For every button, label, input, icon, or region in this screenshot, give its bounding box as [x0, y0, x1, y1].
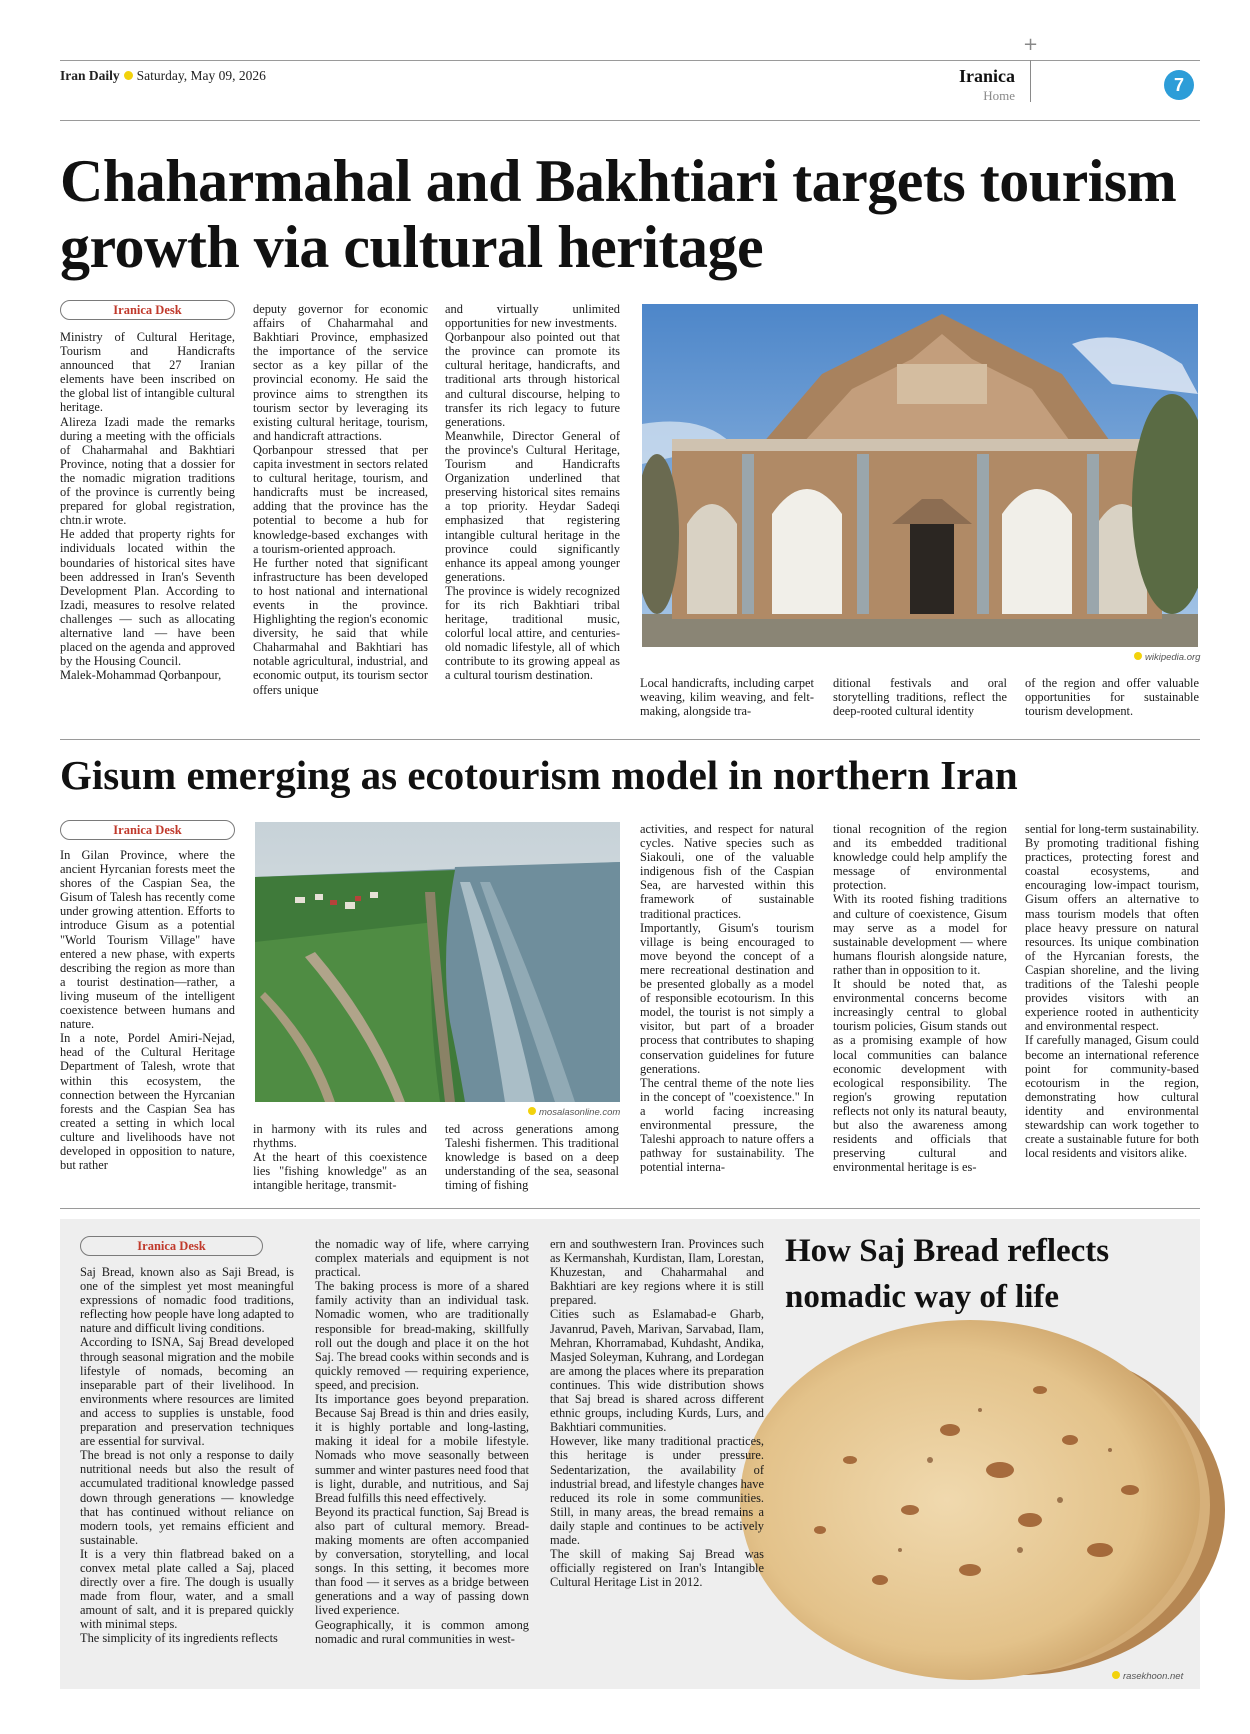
dot-icon: [124, 71, 133, 80]
dot-icon: [1112, 1671, 1120, 1679]
credit-text: wikipedia.org: [1145, 652, 1201, 663]
paragraph: and virtually unlimited opportunities for new investments.: [445, 302, 620, 331]
article3-photo-credit: [1112, 1671, 1183, 1682]
paragraph: Saj Bread, known also as Saji Bread, is one of the simplest yet most meaningful expressions of nomadic food traditions, reflecting how people have long adapted to nature and difficult living conditions.: [80, 1265, 295, 1336]
article2-col3: [445, 1122, 619, 1192]
article1-desk: Iranica Desk: [60, 300, 235, 320]
paragraph: Local handicrafts, including carpet weaving, kilim weaving, and felt-making, alongside tra-: [640, 676, 814, 719]
paragraph: ted across generations among Taleshi fishermen. This traditional knowledge is based on a deep understanding of the sea, seasonal timing of fishing: [445, 1122, 619, 1193]
paragraph: Ministry of Cultural Heritage, Tourism and Handicrafts announced that 27 Iranian elements have been inscribed on the global list of intangible cultural heritage.: [60, 330, 235, 415]
paragraph: The central theme of the note lies in the concept of "coexistence." In a world facing increasing environmental pressure, the Taleshi approach to nature offers a pathway for sustainability. The potential interna-: [640, 1075, 814, 1175]
article3-headline: How Saj Bread reflects nomadic way of life: [785, 1233, 1110, 1315]
paragraph: Qorbanpour stressed that per capita investment in sectors related to cultural heritage, tourism, and handicrafts must be increased, adding that the province has the potential to become a hub for knowledge-based exchanges with a tourism-oriented approach.: [253, 442, 428, 556]
masthead: [60, 68, 266, 84]
paragraph: ern and southwestern Iran. Provinces such as Kermanshah, Kurdistan, Ilam, Lorestan, Khuzestan, and Chaharmahal and Bakhtiari are key regions where it is still prepared.: [550, 1237, 764, 1308]
paragraph: It is a very thin flatbread baked on a convex metal plate called a Saj, placed directly over a fire. The dough is usually made from flour, water, and a small amount of salt, and it is prepared quickly with minimal steps.: [80, 1546, 294, 1632]
header-rule: [60, 120, 1200, 121]
paragraph: Malek-Mohammad Qorbanpour,: [60, 668, 222, 683]
paragraph: At the heart of this coexistence lies "fishing knowledge" as an intangible heritage, transmit-: [253, 1150, 427, 1193]
section-sub: Home: [983, 88, 1015, 103]
section-rule: [60, 1208, 1200, 1209]
paragraph: tional recognition of the region and its embedded traditional knowledge could help amplify the message of environmental protection.: [833, 822, 1007, 893]
article1-col2: [253, 302, 428, 697]
paragraph: He added that property rights for individuals located within the boundaries of historical sites have been addressed in Iran's Seventh Development Plan. According to Izadi, measures to resolve related challenges — such as allocating alternative land — have been placed on the agenda and approved by the Housing Council.: [60, 527, 235, 669]
paragraph: in harmony with its rules and rhythms.: [253, 1122, 427, 1151]
article3-col2: [315, 1237, 529, 1646]
article2-col2: [253, 1122, 427, 1192]
article3-col3: [550, 1237, 764, 1589]
paragraph: sential for long-term sustainability. By promoting traditional fishing practices, protecting forest and coastal ecosystems, and encouraging low-impact tourism, Gisum offers an alternative to mass tourism models that often place heavy pressure on natural resources. Its unique combination of the Hyrcanian forests, the Caspian shoreline, and the living traditions of the Taleshi people provides visitors with an experience rooted in authenticity and environmental respect.: [1025, 822, 1199, 1034]
paragraph: The simplicity of its ingredients reflects: [80, 1631, 278, 1646]
issue-date: Saturday, May 09, 2026: [136, 68, 266, 83]
credit-text: mosalasonline.com: [539, 1107, 621, 1118]
paragraph: Cities such as Eslamabad-e Gharb, Javanrud, Paveh, Marivan, Sarvabad, Ilam, Mehran, Khorramabad, Kuhdasht, Andika, Masjed Soleyman, Kuhrang, and Lordegan are among the places where its preparation continues. This wide distribution shows that Saj bread is shared across different ethnic groups, including Kurds, Lurs, and Bakhtiari communities.: [550, 1307, 764, 1435]
paragraph: In Gilan Province, where the ancient Hyrcanian forests meet the shores of the Caspian Sea, the Gisum of Talesh has recently come under growing attention. Efforts to introduce Gisum as a potential "World Tourism Village" have entered a new phase, with experts describing the region as more than a tourist destination—rather, a living museum of the intelligent coexistence between humans and nature.: [60, 848, 235, 1032]
paragraph: The bread is not only a response to daily nutritional needs but also the result of accumulated traditional knowledge passed down through generations — knowledge that has continued without reliance on modern tools, yet remains efficient and sustainable.: [80, 1448, 294, 1547]
article2-col1: [60, 848, 235, 1172]
credit-text: rasekhoon.net: [1123, 1671, 1184, 1682]
paragraph: According to ISNA, Saj Bread developed through seasonal migration and the mobile lifestyle of nomads, becoming an inseparable part of their livelihood. In environments where resources are limited and access to supplies is unstable, food preparation and preservation techniques are essential for survival.: [80, 1335, 294, 1449]
article2-col5: [833, 822, 1007, 1174]
paragraph: Alireza Izadi made the remarks during a meeting with the officials of Chaharmahal and Bakhtiari Province, noting that a dossier for the nomadic migration traditions of the province is currently being prepared for global registration, chtn.ir wrote.: [60, 414, 235, 528]
paragraph: activities, and respect for natural cycles. Native species such as Siakouli, one of the valuable indigenous fish of the Caspian Sea, are harvested within this framework of sustainable traditional practices.: [640, 822, 814, 921]
paragraph: of the region and offer valuable opportunities for sustainable tourism development.: [1025, 676, 1199, 719]
section-rule: [60, 739, 1200, 740]
pavilion-photo: [642, 304, 1198, 647]
paragraph: Geographically, it is common among nomadic and rural communities in west-: [315, 1617, 529, 1646]
top-rule: [60, 60, 1200, 61]
paragraph: The skill of making Saj Bread was officially registered on Iran's Intangible Cultural Heritage List in 2012.: [550, 1547, 764, 1590]
paragraph: With its rooted fishing traditions and culture of coexistence, Gisum may serve as a model for sustainable development — where humans flourish alongside nature, rather than in opposition to it.: [833, 892, 1007, 977]
section-name: Iranica: [959, 66, 1015, 86]
article2-desk: Iranica Desk: [60, 820, 235, 840]
paragraph: In a note, Pordel Amiri-Nejad, head of the Cultural Heritage Department of Talesh, wrote that within this ecosystem, the connection between the Hyrcanian forests and the Caspian Sea has created a setting in which local culture and livelihoods have not developed in opposition to nature, but rather: [60, 1031, 235, 1173]
paragraph: the nomadic way of life, where carrying complex materials and equipment is not practical.: [315, 1237, 529, 1280]
article1-photo-credit: [1134, 652, 1200, 663]
header-divider: [1030, 60, 1031, 102]
coast-photo: [255, 822, 620, 1102]
dot-icon: [528, 1107, 536, 1115]
paragraph: Qorbanpour also pointed out that the province can promote its cultural heritage, handicrafts, and traditional arts through historical and cultural discourse, helping to transfer its rich legacy to future generations.: [445, 330, 620, 429]
paragraph: If carefully managed, Gisum could become an international reference point for community-based ecotourism in the region, demonstrating how cultural identity and environmental stewardship can work together to create a sustainable future for both local residents and visitors alike.: [1025, 1033, 1199, 1161]
article1-col5: [833, 676, 1007, 718]
article1-col4: [640, 676, 814, 718]
article1-col1: [60, 330, 235, 682]
page-number: 7: [1164, 70, 1194, 100]
paragraph: Beyond its practical function, Saj Bread is also part of cultural memory. Bread-making moments are often accompanied by conversation, storytelling, and local songs. In this setting, it becomes more than food — it serves as a bridge between generations and a way of passing down lived experience.: [315, 1504, 529, 1618]
paragraph: ditional festivals and oral storytelling traditions, reflect the deep-rooted cultural identity: [833, 676, 1007, 719]
paragraph: Its importance goes beyond preparation. Because Saj Bread is thin and dries easily, it is highly portable and long-lasting, making it ideal for a mobile lifestyle. Nomads who move seasonally between summer and winter pastures need food that is light, durable, and nutritious, and Saj Bread fulfills this need effectively.: [315, 1392, 529, 1505]
paragraph: However, like many traditional practices, this heritage is under pressure. Sedentarization, the availability of industrial bread, and lifestyle changes have reduced its role in some communities. Still, in many areas, the bread remains a daily staple and continues to be actively made.: [550, 1434, 765, 1547]
article1-col3: [445, 302, 620, 683]
article2-headline: Gisum emerging as ecotourism model in northern Iran: [60, 752, 1018, 798]
paragraph: It should be noted that, as environmental concerns become increasingly central to global tourism policies, Gisum stands out as a promising example of how local communities can balance economic development with ecological responsibility. The region's growing reputation reflects not only its natural beauty, but also the awareness among residents and officials that preserving cultural and environmental heritage is es-: [833, 977, 1007, 1175]
article3-col1: [80, 1265, 294, 1646]
article2-col6: [1025, 822, 1199, 1160]
paragraph: deputy governor for economic affairs of Chaharmahal and Bakhtiari Province, emphasized the importance of the service sector as a key pillar of the provincial economy. He said the province aims to strengthen its tourism sector by leveraging its existing cultural heritage, tourism, and handicraft attractions.: [253, 302, 428, 443]
article2-col4: [640, 822, 814, 1174]
paragraph: The province is widely recognized for its rich Bakhtiari tribal heritage, traditional music, colorful local attire, and centuries-old nomadic lifestyle, all of which contribute to its growing appeal as a cultural tourism destination.: [445, 583, 620, 683]
saj-bread-photo: [700, 1310, 1235, 1690]
article2-photo-credit: [528, 1107, 620, 1118]
paragraph: He further noted that significant infrastructure has been developed to host national and international events in the province. Highlighting the region's economic diversity, he said that while Chaharmahal and Bakhtiari has notable agricultural, industrial, and economic output, its tourism sector offers unique: [253, 555, 428, 697]
paragraph: Meanwhile, Director General of the province's Cultural Heritage, Tourism and Handicrafts Organization underlined that preserving historical sites remains a top priority. Heydar Sadeqi emphasized that registering intangible cultural heritage in the province could significantly enhance its appeal among younger generations.: [445, 428, 620, 584]
article1-col6: [1025, 676, 1199, 718]
crop-mark: +: [1023, 34, 1039, 55]
article3-desk: Iranica Desk: [80, 1236, 263, 1256]
paper-name: Iran Daily: [60, 68, 120, 83]
dot-icon: [1134, 652, 1142, 660]
paragraph: The baking process is more of a shared family activity than an individual task. Nomadic women, who are traditionally responsible for bread-making, skillfully roll out the dough and place it on the hot Saj. The bread cooks within seconds and is quickly removed — requiring experience, speed, and precision.: [315, 1279, 529, 1392]
article1-headline: Chaharmahal and Bakhtiari targets tourism growth via cultural heritage: [60, 148, 1177, 280]
paragraph: Importantly, Gisum's tourism village is being encouraged to move beyond the concept of a mere recreational destination and be presented globally as a model of responsible ecotourism. In this model, the tourist is not simply a visitor, but part of a broader process that contributes to shaping conservation guidelines for future generations.: [640, 920, 814, 1076]
